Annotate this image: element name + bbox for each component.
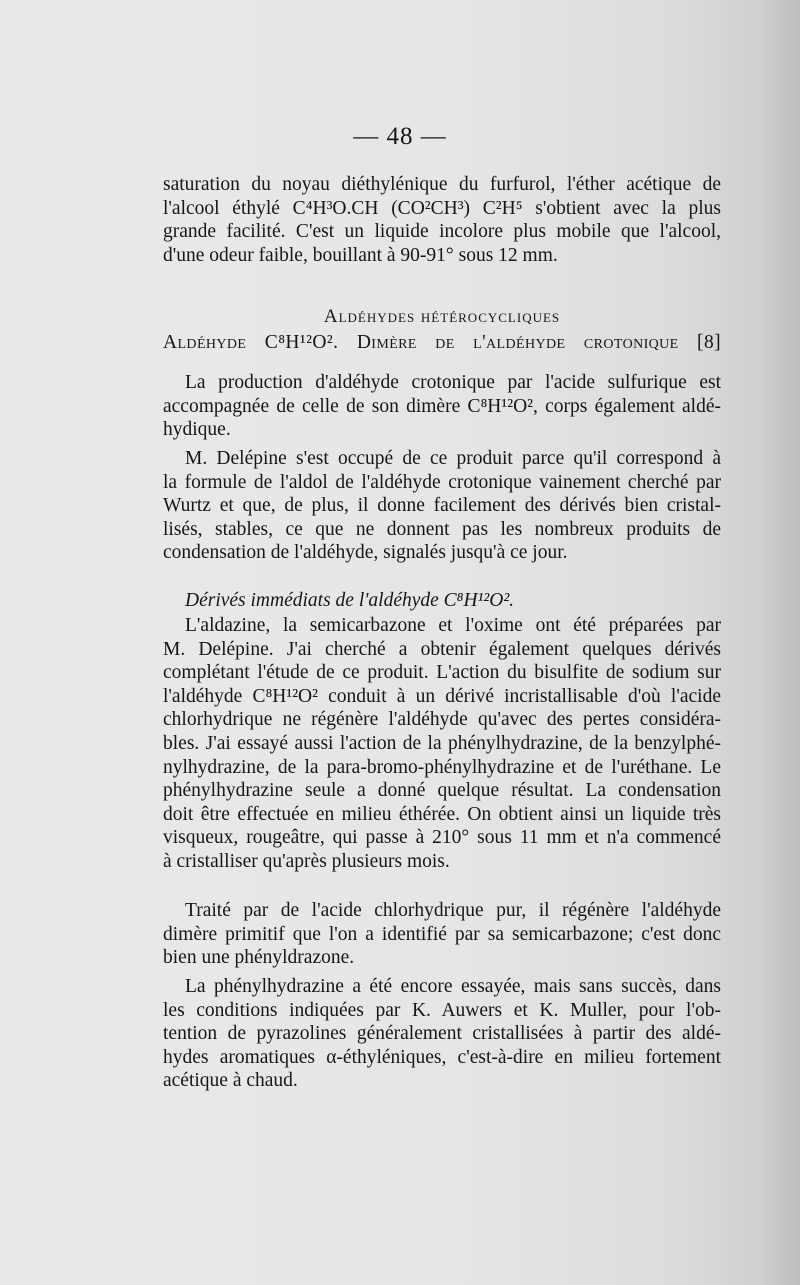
page-number: — 48 —: [353, 123, 447, 150]
text-line: phénylhydrazine seule a donné quelque résultat. La condensation: [163, 780, 721, 802]
text-line: saturation du noyau diéthylénique du furfurol, l'éther acétique de: [163, 174, 721, 195]
text-line: bles. J'ai essayé aussi l'action de la phénylhydrazine, de la benzylphé-: [163, 732, 721, 754]
text-line: grande facilité. C'est un liquide incolore plus mobile que l'alcool,: [163, 221, 721, 243]
paragraph-delepine: [163, 447, 721, 565]
text-line: nylhydrazine, de la para-bromo-phénylhydrazine et de l'uréthane. Le: [163, 756, 721, 778]
text-line: d'une odeur faible, bouillant à 90-91° sous 12 mm.: [163, 244, 558, 266]
text-line: chlorhydrique ne régénère l'aldéhyde qu'avec des pertes considéra-: [163, 709, 721, 731]
text-line: La production d'aldéhyde crotonique par l'acide sulfurique est: [185, 372, 721, 393]
text-line: tention de pyrazolines généralement cristallisées à partir des aldé-: [163, 1023, 721, 1045]
text-line: L'aldazine, la semicarbazone et l'oxime ont été préparées par: [185, 615, 721, 636]
text-line: l'aldéhyde C⁸H¹²O² conduit à un dérivé incristallisable d'où l'acide: [163, 685, 721, 707]
subsection-title: Aldéhyde C⁸H¹²O². Dimère de l'aldéhyde crotonique [8]: [163, 332, 721, 353]
text-line: La phénylhydrazine a été encore essayée, mais sans succès, dans: [185, 976, 721, 997]
text-line: les conditions indiquées par K. Auwers et K. Muller, pour l'ob-: [163, 999, 721, 1021]
text-line: hydes aromatiques α-éthyléniques, c'est-à-dire en milieu fortement: [163, 1046, 721, 1068]
text-line: doit être effectuée en milieu éthérée. On obtient ainsi un liquide très: [163, 803, 721, 825]
text-line: complétant l'étude de ce produit. L'action du bisulfite de sodium sur: [163, 662, 721, 684]
text-line: hydique.: [163, 419, 231, 441]
derives-heading: Dérivés immédiats de l'aldéhyde C⁸H¹²O².: [185, 590, 515, 611]
text-line: acétique à chaud.: [163, 1070, 298, 1092]
text-line: l'alcool éthylé C⁴H³O.CH (CO²CH³) C²H⁵ s'obtient avec la plus: [163, 197, 721, 219]
paragraph-traite: [163, 899, 721, 970]
text-line: la formule de l'aldol de l'aldéhyde crotonique vainement cherché par: [163, 471, 721, 493]
text-line: accompagnée de celle de son dimère C⁸H¹²O², corps également aldé-: [163, 395, 721, 417]
text-line: Wurtz et que, de plus, il donne facilement des dérivés bien cristal-: [163, 495, 721, 517]
text-line: visqueux, rougeâtre, qui passe à 210° sous 11 mm et n'a commencé: [163, 827, 721, 849]
paragraph-phenylhydrazine: [163, 975, 721, 1093]
text-line: à cristalliser qu'après plusieurs mois.: [163, 850, 450, 872]
paragraph-production: [163, 371, 721, 442]
text-line: M. Delépine s'est occupé de ce produit parce qu'il correspond à: [185, 448, 721, 469]
text-line: lisés, stables, ce que ne donnent pas les nombreux produits de: [163, 518, 721, 540]
text-line: condensation de l'aldéhyde, signalés jusqu'à ce jour.: [163, 542, 568, 564]
text-line: M. Delépine. J'ai cherché a obtenir également quelques dérivés: [163, 638, 721, 660]
text-line: dimère primitif que l'on a identifié par sa semicarbazone; c'est donc: [163, 923, 721, 945]
intro-paragraph: [163, 173, 721, 267]
section-title: Aldéhydes hétérocycliques: [323, 306, 561, 327]
paragraph-aldazine: [163, 614, 721, 874]
text-line: bien une phényldrazone.: [163, 947, 355, 969]
text-line: Traité par de l'acide chlorhydrique pur, il régénère l'aldéhyde: [185, 900, 721, 921]
